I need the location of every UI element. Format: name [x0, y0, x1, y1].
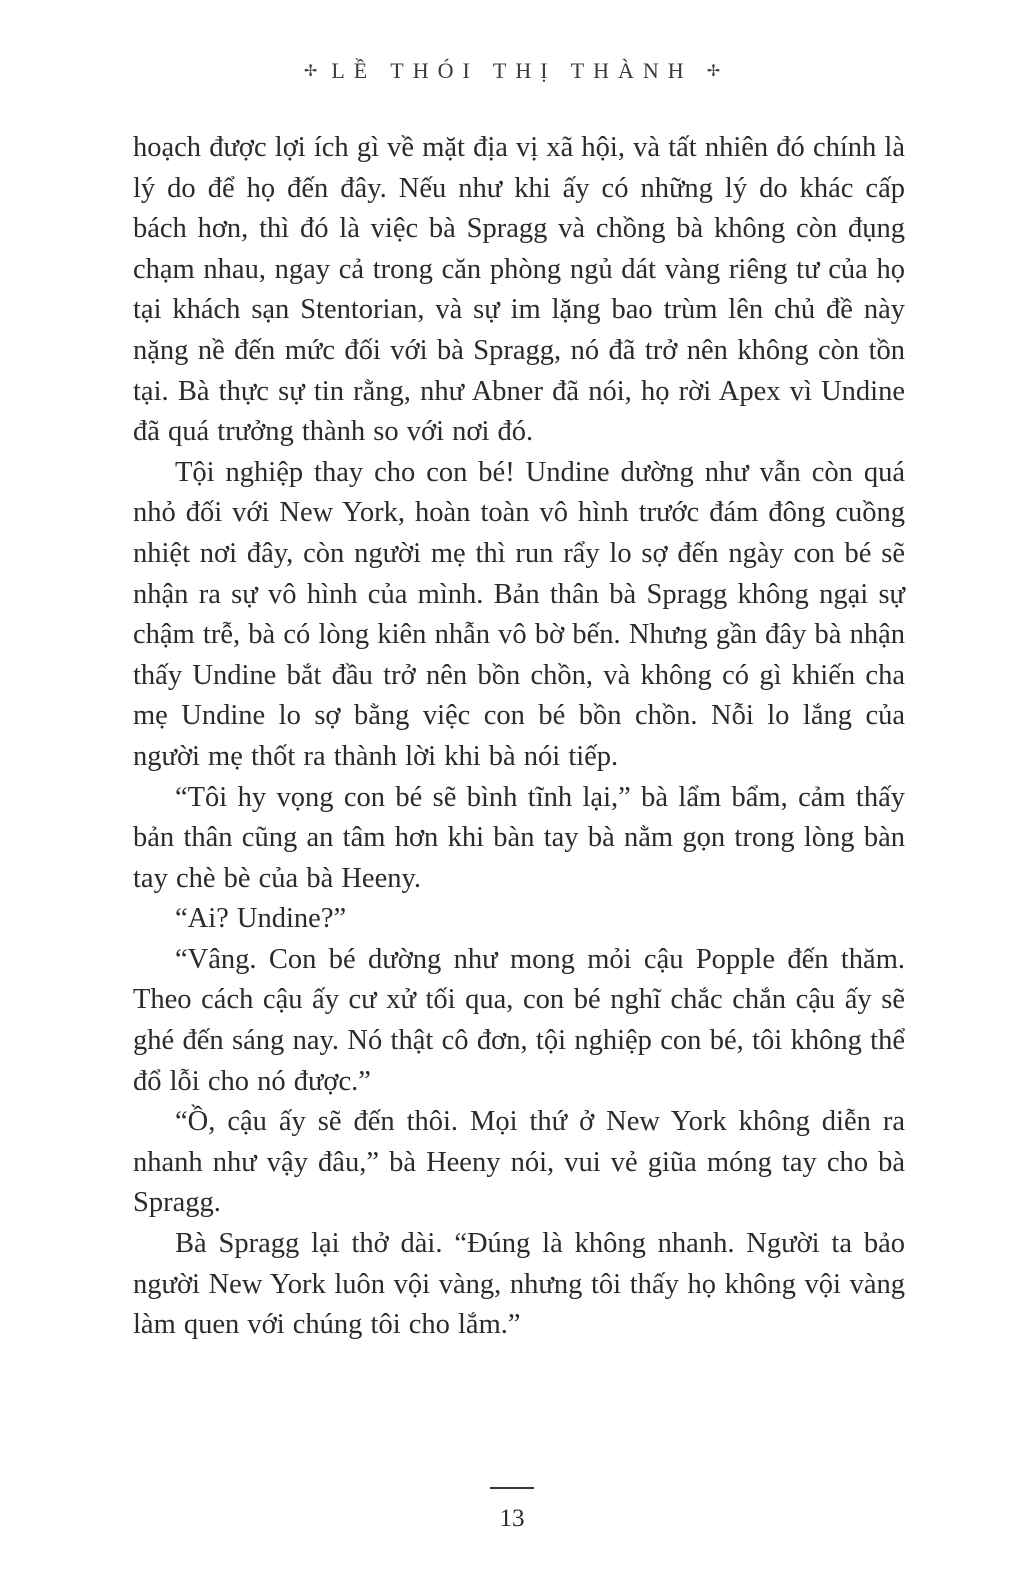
paragraph: “Ồ, cậu ấy sẽ đến thôi. Mọi thứ ở New York không diễn ra nhanh như vậy đâu,” bà Heeny nói, vui vẻ giũa móng tay cho bà Spragg. — [133, 1106, 905, 1219]
paragraph: “Vâng. Con bé dường như mong mỏi cậu Popple đến thăm. Theo cách cậu ấy cư xử tối qua, con bé nghĩ chắc chắn cậu ấy sẽ ghé đến sáng nay. Nó thật cô đơn, tội nghiệp con bé, tôi không thể đổ lỗi cho nó được.” — [133, 943, 905, 1097]
chapter-title: LỀ THÓI THỊ THÀNH — [331, 58, 693, 83]
page-footer — [0, 1487, 1024, 1575]
paragraph: “Tôi hy vọng con bé sẽ bình tĩnh lại,” bà lẩm bẩm, cảm thấy bản thân cũng an tâm hơn khi bàn tay bà nằm gọn trong lòng bàn tay chè bè của bà Heeny. — [133, 781, 905, 894]
header-ornament-right-icon: ✢ — [706, 63, 721, 80]
paragraph: Tội nghiệp thay cho con bé! Undine dường như vẫn còn quá nhỏ đối với New York, hoàn toàn vô hình trước đám đông cuồng nhiệt nơi đây, còn người mẹ thì run rẩy lo sợ đến ngày con bé sẽ nhận ra sự vô hình của mình. Bản thân bà Spragg không ngại sự chậm trễ, bà có lòng kiên nhẫn vô bờ bến. Nhưng gần đây bà nhận thấy Undine bắt đầu trở nên bồn chồn, và không có gì khiến cha mẹ Undine lo sợ bằng việc con bé bồn chồn. Nỗi lo lắng của người mẹ thốt ra thành lời khi bà nói tiếp. — [133, 456, 905, 772]
footer-divider — [490, 1487, 534, 1489]
paragraph: hoạch được lợi ích gì về mặt địa vị xã hội, và tất nhiên đó chính là lý do để họ đến đây. Nếu như khi ấy có những lý do khác cấp bách hơn, thì đó là việc bà Spragg và chồng bà không còn đụng chạm nhau, ngay cả trong căn phòng ngủ dát vàng riêng tư của họ tại khách sạn Stentorian, và sự im lặng bao trùm lên chủ đề này nặng nề đến mức đối với bà Spragg, nó đã trở nên không còn tồn tại. Bà thực sự tin rằng, như Abner đã nói, họ rời Apex vì Undine đã quá trưởng thành so với nơi đó. — [133, 132, 905, 448]
header-ornament-left-icon: ✢ — [303, 63, 318, 80]
page-number: 13 — [499, 1505, 525, 1532]
paragraph: “Ai? Undine?” — [175, 903, 347, 935]
body-text — [133, 128, 905, 1346]
paragraph: Bà Spragg lại thở dài. “Đúng là không nhanh. Người ta bảo người New York luôn vội vàng, nhưng tôi thấy họ không vội vàng làm quen với chúng tôi cho lắm.” — [133, 1228, 905, 1341]
running-header — [0, 58, 1024, 84]
